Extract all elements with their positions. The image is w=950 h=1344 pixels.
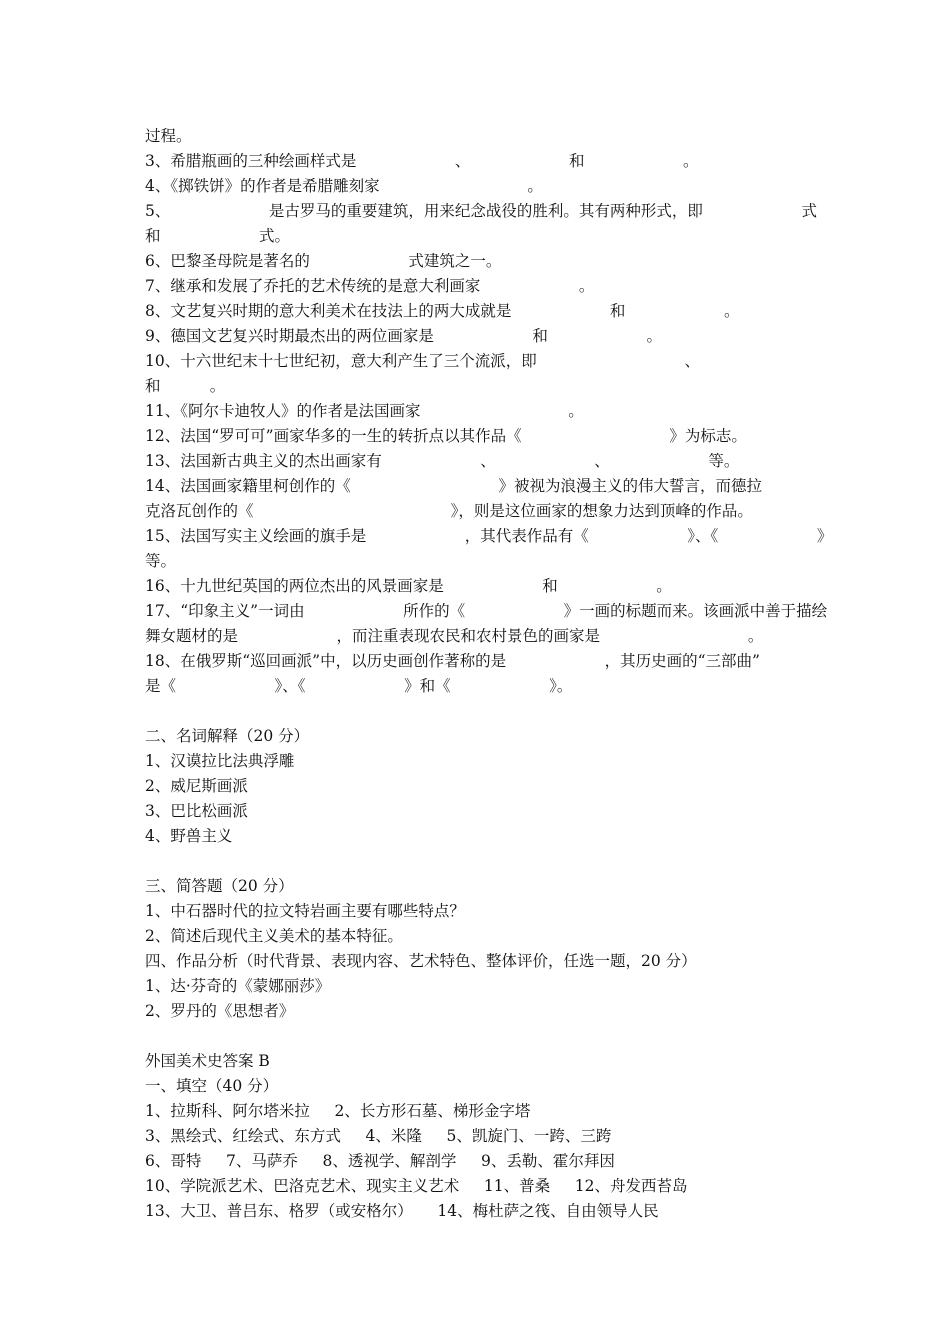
question-line: 16、十九世纪英国的两位杰出的风景画家是 和 。 [145,577,672,595]
answer-line: 1、拉斯科、阿尔塔米拉 2、长方形石墓、梯形金字塔 [145,1102,531,1120]
question-line: 18、在俄罗斯“巡回画派”中，以历史画创作著称的是 ，其历史画的“三部曲” [145,652,760,670]
question-line: 8、文艺复兴时期的意大利美术在技法上的两大成就是 和 。 [145,302,740,320]
analysis-item: 2、罗丹的《思想者》 [145,1002,295,1020]
question-line: 10、十六世纪末十七世纪初，意大利产生了三个流派，即 、 [145,352,701,370]
question-line: 15、法国写实主义绘画的旗手是 ，其代表作品有《 》、《 》 [145,527,833,545]
question-line: 5、 是古罗马的重要建筑，用来纪念战役的胜利。其有两种形式，即 式 [145,202,817,220]
answer-line: 13、大卫、普吕东、格罗（或安格尔） 14、梅杜萨之筏、自由领导人民 [145,1202,659,1220]
question-line: 17、“印象主义”一词由 所作的《 》一画的标题而来。该画派中善于描绘 [145,602,828,620]
question-line: 11、《阿尔卡迪牧人》的作者是法国画家 。 [145,402,584,420]
question-line: 6、巴黎圣母院是著名的 式建筑之一。 [145,252,502,270]
question-line: 7、继承和发展了乔托的艺术传统的是意大利画家 。 [145,277,595,295]
question-line: 过程。 [145,127,192,145]
question-line: 4、《掷铁饼》的作者是希腊雕刻家 。 [145,177,543,195]
question-line: 14、法国画家籍里柯创作的《 》被视为浪漫主义的伟大誓言，而德拉 [145,477,763,495]
question-line: 克洛瓦创作的《 》，则是这位画家的想象力达到顶峰的作品。 [145,502,753,520]
answer-line: 3、黑绘式、红绘式、东方式 4、米隆 5、凯旋门、一跨、三跨 [145,1127,612,1145]
question-line: 13、法国新古典主义的杰出画家有 、 、 等。 [145,452,740,470]
answer-line: 10、学院派艺术、巴洛克艺术、现实主义艺术 11、普桑 12、舟发西苔岛 [145,1177,688,1195]
answer-line: 6、哥特 7、马萨乔 8、透视学、解剖学 9、丢勒、霍尔拜因 [145,1152,615,1170]
answer-key-title: 外国美术史答案 B [145,1052,270,1070]
question-line: 和 式。 [145,227,291,245]
short-answer-item: 2、简述后现代主义美术的基本特征。 [145,927,403,945]
term-item: 4、野兽主义 [145,827,233,845]
question-line: 和 。 [145,377,226,395]
term-item: 2、威尼斯画派 [145,777,248,795]
section-heading-analysis: 四、作品分析（时代背景、表现内容、艺术特色、整体评价，任选一题，20 分） [145,952,697,970]
question-line: 12、法国“罗可可”画家华多的一生的转折点以其作品《 》为标志。 [145,427,747,445]
section-heading-short-answer: 三、简答题（20 分） [145,877,294,895]
question-line: 是《 》、《 》和《 》。 [145,677,573,695]
term-item: 1、汉谟拉比法典浮雕 [145,752,295,770]
term-item: 3、巴比松画派 [145,802,248,820]
answer-key-subheading: 一、填空（40 分） [145,1077,279,1095]
short-answer-item: 1、中石器时代的拉文特岩画主要有哪些特点？ [145,902,465,920]
question-line: 舞女题材的是 ，而注重表现农民和农村景色的画家是 。 [145,627,764,645]
section-heading-terms: 二、名词解释（20 分） [145,727,310,745]
question-line: 等。 [145,552,177,570]
question-line: 3、希腊瓶画的三种绘画样式是 、 和 。 [145,152,699,170]
question-line: 9、德国文艺复兴时期最杰出的两位画家是 和 。 [145,327,662,345]
analysis-item: 1、达·芬奇的《蒙娜丽莎》 [145,977,331,995]
